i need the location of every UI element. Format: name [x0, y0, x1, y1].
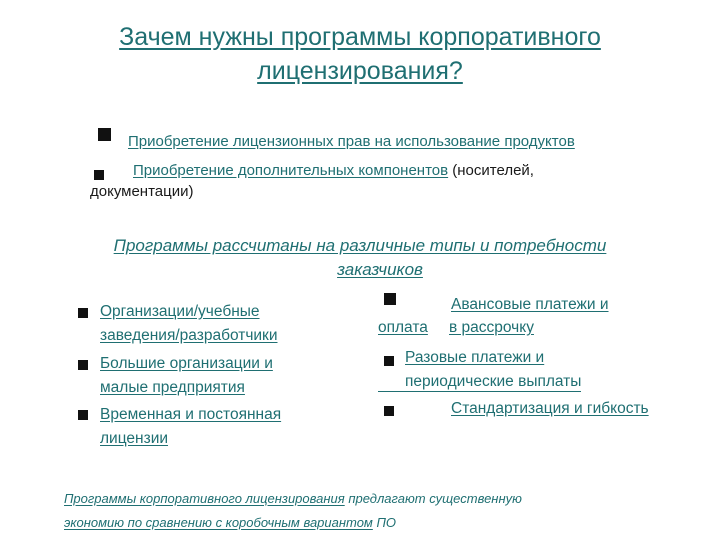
bullet-item-2-rest: (носителей, [448, 162, 534, 179]
left-item-3[interactable] [100, 403, 281, 451]
bullet-square-icon [384, 293, 396, 305]
left-item-1[interactable] [100, 300, 278, 348]
subtitle-line-2: заказчиков [337, 260, 423, 279]
footer-text-1: предлагают существенную [344, 491, 522, 506]
left-item-2-line-2: малые предприятия [100, 379, 245, 396]
bullet-square-icon [384, 356, 394, 366]
bullet-square-icon [78, 360, 88, 370]
title-line-1: Зачем нужны программы корпоративного [119, 23, 601, 51]
title-line-2: лицензирования? [257, 57, 463, 85]
right-item-3[interactable]: Стандартизация и гибкость [451, 400, 649, 417]
bullet-square-icon [78, 410, 88, 420]
bullet-square-icon [78, 308, 88, 318]
right-item-2-line-1[interactable]: Разовые платежи и [405, 349, 545, 366]
bullet-item-2-link[interactable]: Приобретение дополнительных компонентов [133, 162, 449, 179]
footer-text-2: ПО [372, 515, 396, 530]
bullet-square-icon [94, 170, 104, 180]
left-item-3-line-2: лицензии [100, 430, 169, 447]
bullet-square-icon [384, 406, 394, 416]
right-item-1-line-1[interactable]: Авансовые платежи и [451, 296, 609, 313]
subtitle-line-1: Программы рассчитаны на различные типы и потребности [113, 236, 607, 255]
slide-title [0, 20, 720, 88]
subtitle [0, 234, 720, 282]
bullet-item-2-line-2: документации) [90, 183, 194, 200]
left-item-3-line-1: Временная и постоянная [100, 406, 282, 423]
left-item-2[interactable] [100, 352, 273, 400]
bullet-item-2 [133, 162, 534, 179]
right-item-1-line-2b[interactable]: в рассрочку [449, 319, 534, 336]
right-item-1-line-2a[interactable]: оплата [378, 319, 428, 336]
left-item-1-line-1: Организации/учебные [100, 303, 260, 320]
bullet-square-icon [98, 128, 111, 141]
left-item-2-line-1: Большие организации и [100, 355, 273, 372]
right-item-2-line-2[interactable]: периодические выплаты [378, 372, 581, 392]
left-item-1-line-2: заведения/разработчики [100, 327, 278, 344]
footer-link-1[interactable]: Программы корпоративного лицензирования [64, 491, 345, 506]
footer-note [64, 487, 522, 535]
bullet-item-1[interactable]: Приобретение лицензионных прав на использование продуктов [128, 133, 575, 150]
footer-link-2[interactable]: экономию по сравнению с коробочным вариантом [64, 515, 373, 530]
